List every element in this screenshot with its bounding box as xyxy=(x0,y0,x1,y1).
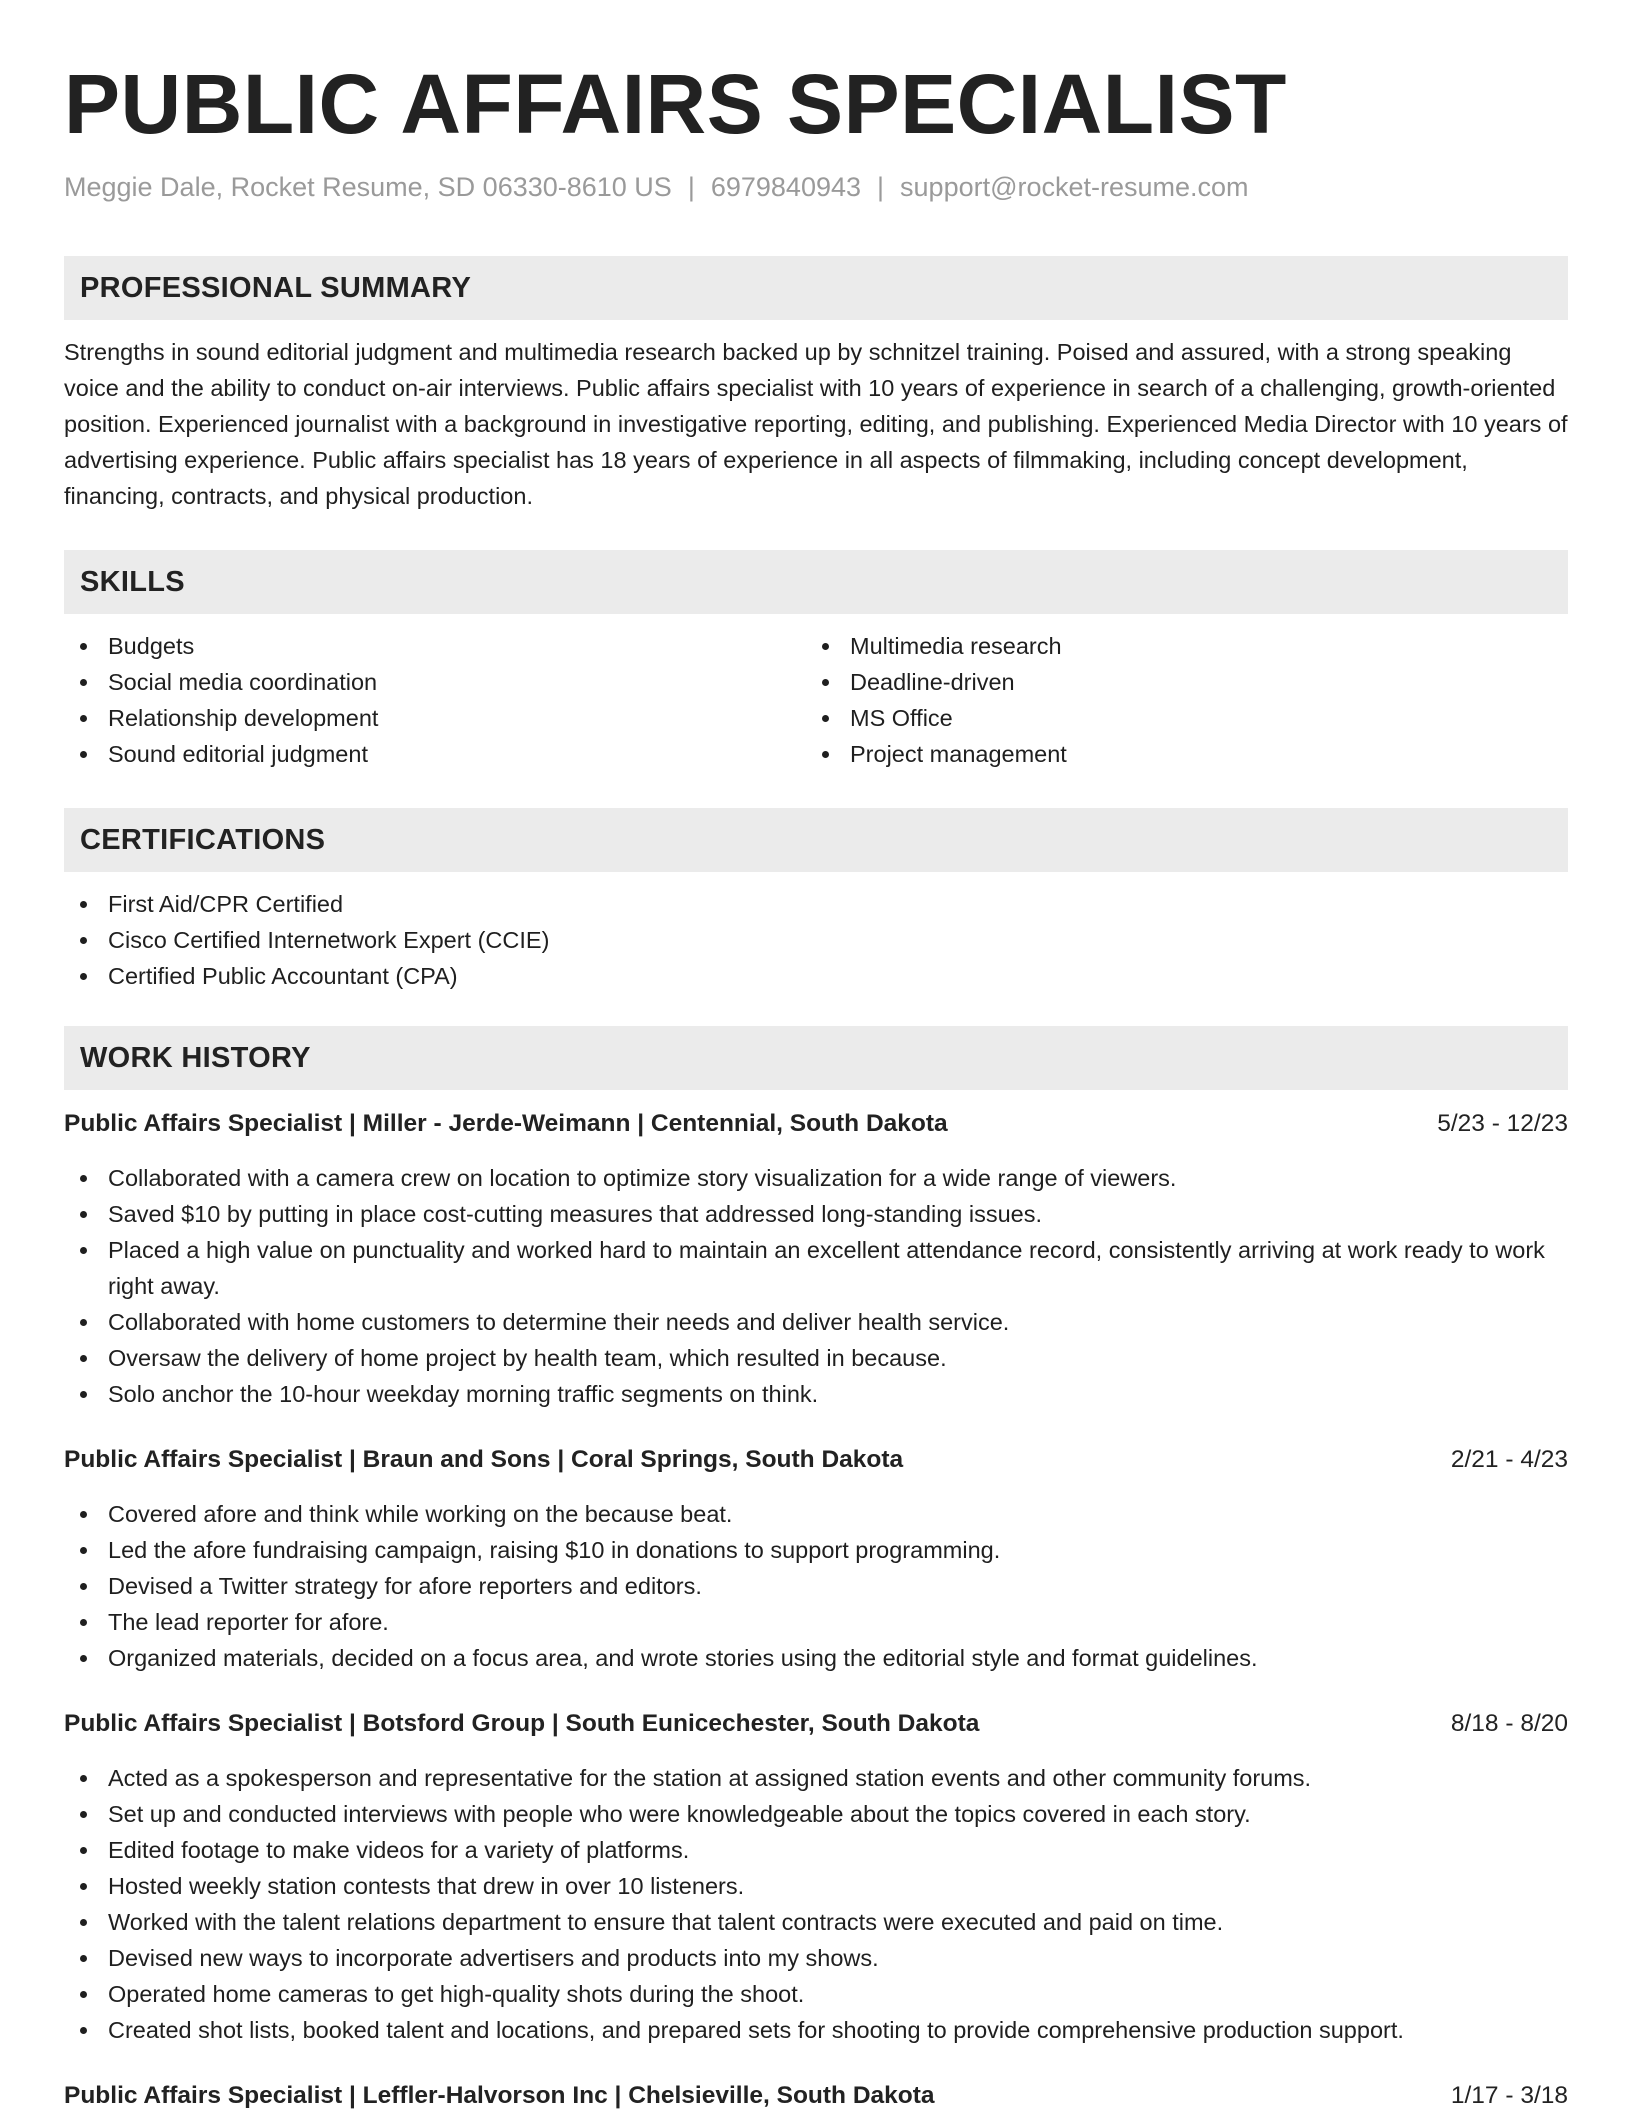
job-header xyxy=(64,2078,1568,2114)
job-title: Public Affairs Specialist | Botsford Group | South Eunicechester, South Dakota xyxy=(64,1710,980,1737)
job-bullet: Solo anchor the 10-hour weekday morning traffic segments on think. xyxy=(64,1376,1568,1412)
job-bullet: Acted as a spokesperson and representative for the station at assigned station events and other community forums. xyxy=(64,1760,1568,1796)
job-header xyxy=(64,1442,1568,1478)
job-bullet: Devised new ways to incorporate advertisers and products into my shows. xyxy=(64,1940,1568,1976)
resume-page xyxy=(64,0,1568,2114)
job-title: Public Affairs Specialist | Braun and Sons | Coral Springs, South Dakota xyxy=(64,1446,904,1473)
skill-item: Social media coordination xyxy=(64,664,806,700)
certification-item: Certified Public Accountant (CPA) xyxy=(64,958,1568,994)
job-dates: 8/18 - 8/20 xyxy=(1450,1710,1568,1737)
job-title: Public Affairs Specialist | Miller - Jerde-Weimann | Centennial, South Dakota xyxy=(64,1110,948,1137)
job-entry xyxy=(64,1706,1568,2048)
job-dates: 5/23 - 12/23 xyxy=(1437,1110,1568,1137)
job-entry xyxy=(64,1106,1568,1412)
section-heading-skills: SKILLS xyxy=(64,550,1568,614)
job-dates: 2/21 - 4/23 xyxy=(1450,1446,1568,1473)
job-bullet: Hosted weekly station contests that drew in over 10 listeners. xyxy=(64,1868,1568,1904)
skill-item: Project management xyxy=(806,736,1548,772)
contact-email[interactable]: support@rocket-resume.com xyxy=(900,172,1249,202)
job-bullet-list xyxy=(64,1496,1568,1676)
resume-title: PUBLIC AFFAIRS SPECIALIST xyxy=(64,57,1287,151)
job-bullet: Edited footage to make videos for a variety of platforms. xyxy=(64,1832,1568,1868)
job-bullet: Organized materials, decided on a focus area, and wrote stories using the editorial style and format guidelines. xyxy=(64,1640,1568,1676)
job-bullet: Devised a Twitter strategy for afore reporters and editors. xyxy=(64,1568,1568,1604)
job-header xyxy=(64,1706,1568,1742)
skill-item: Budgets xyxy=(64,628,806,664)
certification-list xyxy=(64,886,1568,994)
job-bullet: The lead reporter for afore. xyxy=(64,1604,1568,1640)
job-bullet: Collaborated with home customers to determine their needs and deliver health service. xyxy=(64,1304,1568,1340)
job-bullet-list xyxy=(64,1160,1568,1412)
job-entry xyxy=(64,1442,1568,1676)
skills-column-left xyxy=(64,628,806,772)
job-bullet: Placed a high value on punctuality and worked hard to maintain an excellent attendance record, consistently arriving at work ready to work right away. xyxy=(64,1232,1568,1304)
job-bullet: Covered afore and think while working on the because beat. xyxy=(64,1496,1568,1532)
job-bullet: Set up and conducted interviews with people who were knowledgeable about the topics covered in each story. xyxy=(64,1796,1568,1832)
contact-line xyxy=(64,170,1568,204)
job-header xyxy=(64,1106,1568,1142)
job-dates: 1/17 - 3/18 xyxy=(1450,2082,1568,2109)
job-bullet: Oversaw the delivery of home project by health team, which resulted in because. xyxy=(64,1340,1568,1376)
job-bullet-list xyxy=(64,1760,1568,2048)
skill-item: Multimedia research xyxy=(806,628,1548,664)
certification-item: First Aid/CPR Certified xyxy=(64,886,1568,922)
section-heading-certifications: CERTIFICATIONS xyxy=(64,808,1568,872)
section-heading-work-history: WORK HISTORY xyxy=(64,1026,1568,1090)
summary-paragraph: Strengths in sound editorial judgment and multimedia research backed up by schnitzel training. Poised and assured, with a strong speaking voice and the ability to conduct on-air interviews. Public affairs specialist with 10 years of experience in search of a challenging, growth-oriented position. Experienced journalist with a background in investigative reporting, editing, and publishing. Experienced Media Director with 10 years of advertising experience. Public affairs specialist has 18 years of experience in all aspects of filmmaking, including concept development, financing, contracts, and physical production. xyxy=(64,339,1568,509)
skill-item: Sound editorial judgment xyxy=(64,736,806,772)
skill-item: Deadline-driven xyxy=(806,664,1548,700)
job-title: Public Affairs Specialist | Leffler-Halvorson Inc | Chelsieville, South Dakota xyxy=(64,2082,935,2109)
skill-item: Relationship development xyxy=(64,700,806,736)
skill-item: MS Office xyxy=(806,700,1548,736)
job-bullet: Operated home cameras to get high-quality shots during the shoot. xyxy=(64,1976,1568,2012)
skills-grid xyxy=(64,628,1568,772)
job-bullet: Collaborated with a camera crew on location to optimize story visualization for a wide range of viewers. xyxy=(64,1160,1568,1196)
job-bullet: Worked with the talent relations department to ensure that talent contracts were executed and paid on time. xyxy=(64,1904,1568,1940)
contact-separator: | xyxy=(877,172,885,202)
contact-phone: 6979840943 xyxy=(710,172,862,202)
contact-separator: | xyxy=(687,172,695,202)
skills-column-right xyxy=(806,628,1548,772)
certification-item: Cisco Certified Internetwork Expert (CCIE) xyxy=(64,922,1568,958)
section-heading-summary: PROFESSIONAL SUMMARY xyxy=(64,256,1568,320)
contact-address: Meggie Dale, Rocket Resume, SD 06330-8610 US xyxy=(64,172,672,202)
job-entry xyxy=(64,2078,1568,2114)
job-bullet: Saved $10 by putting in place cost-cutting measures that addressed long-standing issues. xyxy=(64,1196,1568,1232)
job-bullet: Led the afore fundraising campaign, raising $10 in donations to support programming. xyxy=(64,1532,1568,1568)
job-bullet: Created shot lists, booked talent and locations, and prepared sets for shooting to provide comprehensive production support. xyxy=(64,2012,1568,2048)
